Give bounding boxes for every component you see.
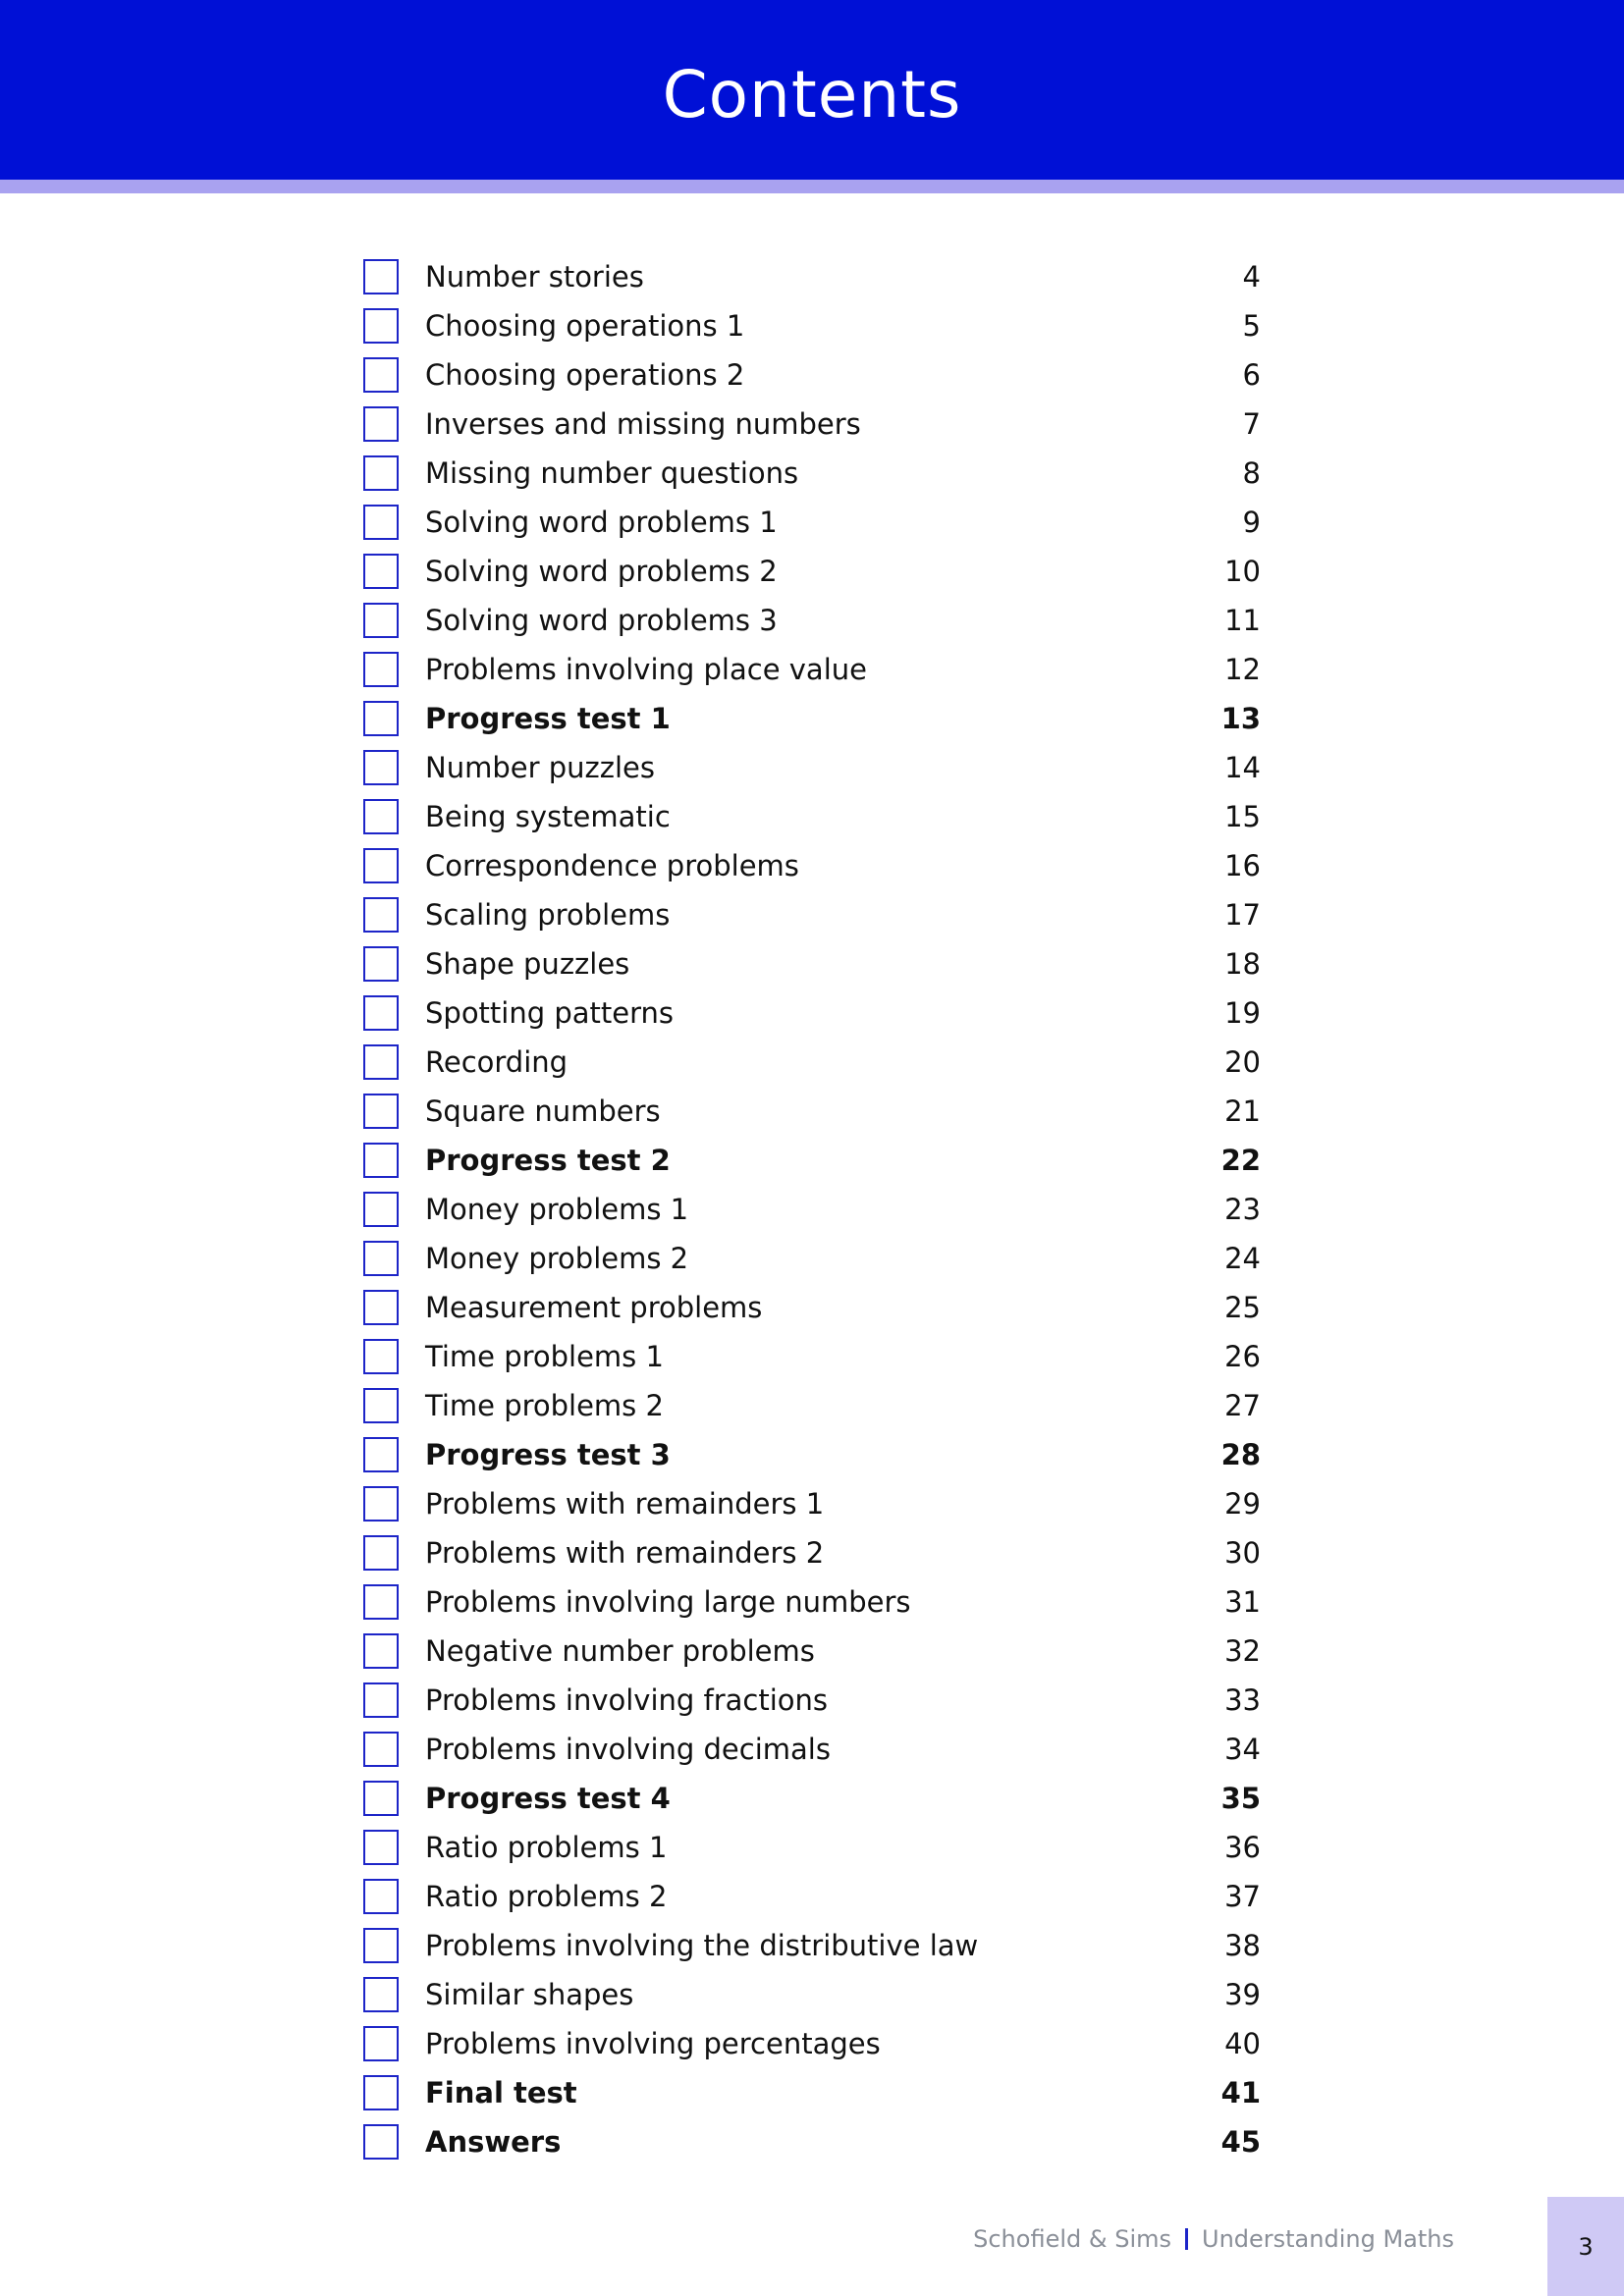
entry-page-number: 16	[1224, 849, 1261, 882]
contents-entry	[363, 449, 1261, 498]
entry-checkbox[interactable]	[363, 1732, 399, 1767]
entry-page-number: 31	[1224, 1585, 1261, 1619]
entry-page-number: 9	[1242, 506, 1261, 539]
entry-title: Similar shapes	[425, 1978, 634, 2011]
entry-page-number: 25	[1224, 1291, 1261, 1324]
entry-checkbox[interactable]	[363, 1781, 399, 1816]
entry-title: Solving word problems 1	[425, 506, 778, 539]
entry-title: Shape puzzles	[425, 947, 630, 981]
entry-checkbox[interactable]	[363, 1339, 399, 1374]
contents-entry	[363, 939, 1261, 988]
entry-checkbox[interactable]	[363, 1879, 399, 1914]
entry-page-number: 13	[1220, 702, 1261, 735]
entry-page-number: 10	[1224, 555, 1261, 588]
entry-checkbox[interactable]	[363, 406, 399, 442]
entry-title: Problems involving fractions	[425, 1683, 829, 1717]
entry-checkbox[interactable]	[363, 1192, 399, 1227]
entry-checkbox[interactable]	[363, 554, 399, 589]
contents-entry	[363, 1283, 1261, 1332]
contents-entry	[363, 792, 1261, 841]
entry-checkbox[interactable]	[363, 1682, 399, 1718]
entry-page-number: 11	[1224, 604, 1261, 637]
contents-entry	[363, 400, 1261, 449]
contents-entry	[363, 498, 1261, 547]
entry-checkbox[interactable]	[363, 603, 399, 638]
entry-checkbox[interactable]	[363, 1633, 399, 1669]
entry-page-number: 24	[1224, 1242, 1261, 1275]
entry-title: Progress test 2	[425, 1144, 671, 1177]
entry-page-number: 34	[1224, 1733, 1261, 1766]
entry-checkbox[interactable]	[363, 2124, 399, 2160]
entry-title: Money problems 2	[425, 1242, 689, 1275]
contents-entry	[363, 1381, 1261, 1430]
entry-checkbox[interactable]	[363, 1486, 399, 1522]
entry-checkbox[interactable]	[363, 357, 399, 393]
entry-title: Inverses and missing numbers	[425, 407, 861, 441]
entry-title: Negative number problems	[425, 1634, 815, 1668]
contents-entry	[363, 1185, 1261, 1234]
contents-list	[363, 252, 1261, 2166]
entry-title: Problems with remainders 1	[425, 1487, 825, 1521]
entry-checkbox[interactable]	[363, 2075, 399, 2110]
entry-page-number: 15	[1224, 800, 1261, 833]
header-banner	[0, 0, 1624, 180]
entry-page-number: 14	[1224, 751, 1261, 784]
entry-checkbox[interactable]	[363, 1241, 399, 1276]
contents-entry	[363, 694, 1261, 743]
contents-entry	[363, 1234, 1261, 1283]
entry-page-number: 18	[1224, 947, 1261, 981]
contents-entry	[363, 1676, 1261, 1725]
entry-title: Progress test 3	[425, 1438, 671, 1471]
contents-entry	[363, 1921, 1261, 1970]
entry-checkbox[interactable]	[363, 455, 399, 491]
entry-checkbox[interactable]	[363, 1977, 399, 2012]
entry-title: Progress test 4	[425, 1782, 671, 1815]
entry-checkbox[interactable]	[363, 1044, 399, 1080]
entry-title: Time problems 1	[425, 1340, 664, 1373]
entry-checkbox[interactable]	[363, 1928, 399, 1963]
entry-page-number: 12	[1224, 653, 1261, 686]
contents-entry	[363, 2068, 1261, 2117]
contents-entry	[363, 1136, 1261, 1185]
entry-page-number: 26	[1224, 1340, 1261, 1373]
entry-title: Measurement problems	[425, 1291, 763, 1324]
contents-entry	[363, 1872, 1261, 1921]
entry-checkbox[interactable]	[363, 1143, 399, 1178]
entry-title: Answers	[425, 2125, 562, 2159]
page-number-badge	[1547, 2197, 1624, 2296]
entry-checkbox[interactable]	[363, 799, 399, 834]
entry-page-number: 4	[1242, 260, 1261, 294]
entry-page-number: 40	[1224, 2027, 1261, 2060]
entry-title: Recording	[425, 1045, 568, 1079]
entry-checkbox[interactable]	[363, 701, 399, 736]
entry-page-number: 30	[1224, 1536, 1261, 1570]
contents-entry	[363, 890, 1261, 939]
contents-entry	[363, 1725, 1261, 1774]
entry-title: Solving word problems 2	[425, 555, 778, 588]
contents-entry	[363, 1577, 1261, 1627]
entry-page-number: 29	[1224, 1487, 1261, 1521]
page-title: Contents	[662, 57, 962, 133]
entry-checkbox[interactable]	[363, 1437, 399, 1472]
contents-entry	[363, 596, 1261, 645]
entry-title: Spotting patterns	[425, 996, 675, 1030]
contents-entry	[363, 350, 1261, 400]
entry-title: Problems with remainders 2	[425, 1536, 825, 1570]
entry-page-number: 41	[1220, 2076, 1261, 2109]
contents-entry	[363, 1038, 1261, 1087]
contents-entry	[363, 988, 1261, 1038]
contents-entry	[363, 252, 1261, 301]
contents-entry	[363, 1087, 1261, 1136]
entry-checkbox[interactable]	[363, 1535, 399, 1571]
entry-page-number: 35	[1220, 1782, 1261, 1815]
contents-entry	[363, 1528, 1261, 1577]
entry-page-number: 17	[1224, 898, 1261, 932]
entry-title: Time problems 2	[425, 1389, 664, 1422]
entry-checkbox[interactable]	[363, 1388, 399, 1423]
entry-page-number: 6	[1242, 358, 1261, 392]
entry-page-number: 39	[1224, 1978, 1261, 2011]
entry-page-number: 28	[1220, 1438, 1261, 1471]
footer-separator	[1185, 2228, 1188, 2250]
entry-title: Solving word problems 3	[425, 604, 778, 637]
entry-checkbox[interactable]	[363, 505, 399, 540]
entry-title: Square numbers	[425, 1095, 661, 1128]
contents-entry	[363, 743, 1261, 792]
entry-title: Missing number questions	[425, 456, 799, 490]
entry-title: Ratio problems 2	[425, 1880, 668, 1913]
entry-title: Number puzzles	[425, 751, 655, 784]
entry-checkbox[interactable]	[363, 1830, 399, 1865]
entry-page-number: 37	[1224, 1880, 1261, 1913]
entry-page-number: 7	[1242, 407, 1261, 441]
contents-entry	[363, 1332, 1261, 1381]
entry-title: Number stories	[425, 260, 644, 294]
entry-checkbox[interactable]	[363, 946, 399, 982]
entry-title: Problems involving percentages	[425, 2027, 881, 2060]
entry-title: Problems involving the distributive law	[425, 1929, 979, 1962]
contents-entry	[363, 645, 1261, 694]
entry-title: Correspondence problems	[425, 849, 799, 882]
entry-checkbox[interactable]	[363, 1290, 399, 1325]
entry-title: Progress test 1	[425, 702, 671, 735]
contents-entry	[363, 547, 1261, 596]
entry-page-number: 21	[1224, 1095, 1261, 1128]
contents-entry	[363, 1479, 1261, 1528]
contents-entry	[363, 1430, 1261, 1479]
entry-title: Scaling problems	[425, 898, 671, 932]
entry-checkbox[interactable]	[363, 995, 399, 1031]
footer-series: Understanding Maths	[1202, 2225, 1454, 2253]
entry-checkbox[interactable]	[363, 308, 399, 344]
contents-entry	[363, 1970, 1261, 2019]
contents-entry	[363, 1627, 1261, 1676]
entry-page-number: 20	[1224, 1045, 1261, 1079]
entry-checkbox[interactable]	[363, 1094, 399, 1129]
entry-title: Money problems 1	[425, 1193, 689, 1226]
entry-page-number: 27	[1224, 1389, 1261, 1422]
entry-checkbox[interactable]	[363, 259, 399, 294]
page-number: 3	[1578, 2233, 1594, 2261]
entry-title: Problems involving large numbers	[425, 1585, 911, 1619]
entry-page-number: 45	[1220, 2125, 1261, 2159]
entry-title: Choosing operations 1	[425, 309, 745, 343]
entry-page-number: 33	[1224, 1683, 1261, 1717]
entry-page-number: 8	[1242, 456, 1261, 490]
entry-page-number: 19	[1224, 996, 1261, 1030]
contents-entry	[363, 1774, 1261, 1823]
entry-checkbox[interactable]	[363, 848, 399, 883]
footer-publisher: Schofield & Sims	[973, 2225, 1171, 2253]
contents-entry	[363, 1823, 1261, 1872]
contents-entry	[363, 2117, 1261, 2166]
entry-checkbox[interactable]	[363, 2026, 399, 2061]
contents-entry	[363, 841, 1261, 890]
entry-title: Choosing operations 2	[425, 358, 745, 392]
entry-page-number: 38	[1224, 1929, 1261, 1962]
footer-credit	[973, 2222, 1454, 2256]
entry-title: Problems involving place value	[425, 653, 867, 686]
entry-checkbox[interactable]	[363, 652, 399, 687]
entry-page-number: 23	[1224, 1193, 1261, 1226]
entry-page-number: 22	[1220, 1144, 1261, 1177]
contents-entry	[363, 301, 1261, 350]
contents-entry	[363, 2019, 1261, 2068]
header-stripe	[0, 180, 1624, 193]
entry-title: Being systematic	[425, 800, 671, 833]
entry-title: Final test	[425, 2076, 577, 2109]
entry-checkbox[interactable]	[363, 1584, 399, 1620]
entry-page-number: 36	[1224, 1831, 1261, 1864]
entry-page-number: 5	[1242, 309, 1261, 343]
entry-title: Problems involving decimals	[425, 1733, 831, 1766]
entry-title: Ratio problems 1	[425, 1831, 668, 1864]
entry-page-number: 32	[1224, 1634, 1261, 1668]
entry-checkbox[interactable]	[363, 897, 399, 933]
entry-checkbox[interactable]	[363, 750, 399, 785]
